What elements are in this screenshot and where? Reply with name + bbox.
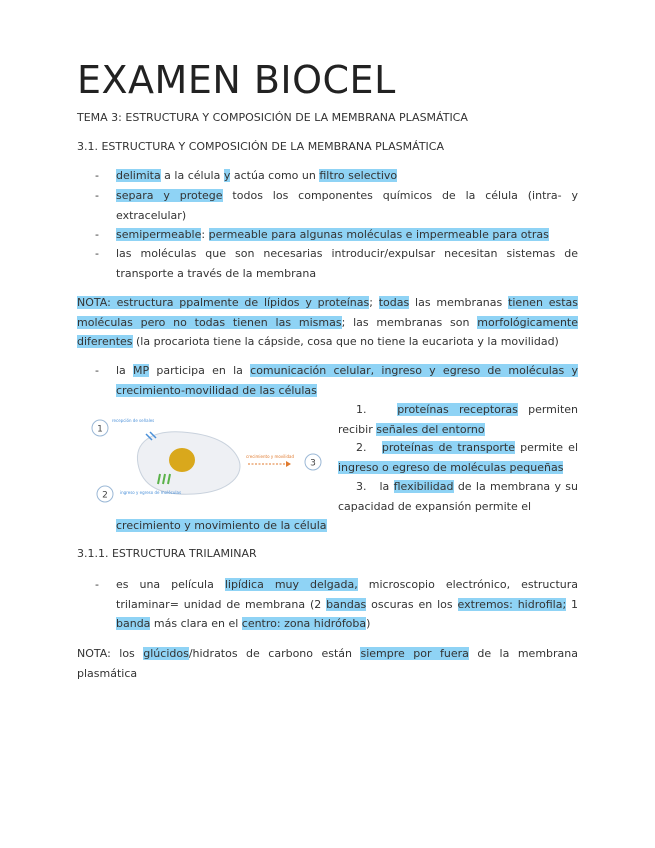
text-run: a la célula <box>160 169 224 182</box>
bullet-dash: - <box>95 364 99 377</box>
note-paragraph-2 <box>77 644 578 683</box>
growth-arrowhead <box>286 461 291 467</box>
numbered-item-3-continuation <box>116 516 327 536</box>
tema-heading: TEMA 3: ESTRUCTURA Y COMPOSICIÓN DE LA MEMBRANA PLASMÁTICA <box>77 111 468 124</box>
highlight: permeable para algunas moléculas e impermeable para otras <box>208 228 549 241</box>
tiny-label-transport: ingreso y egreso de moléculas <box>120 490 182 495</box>
text-run: ) <box>366 617 371 630</box>
bullet-text <box>116 225 578 245</box>
highlight: flexibilidad <box>393 480 454 493</box>
highlight: banda <box>116 617 151 630</box>
text-run: la <box>116 364 134 377</box>
section-heading-3-1: 3.1. ESTRUCTURA Y COMPOSICIÓN DE LA MEMBRANA PLASMÁTICA <box>77 140 444 153</box>
text-run: NOTA: los <box>77 647 144 660</box>
highlight: extremos: hidrofila; <box>457 597 567 611</box>
text-run: la <box>379 480 394 493</box>
item-number: 3. <box>356 480 367 493</box>
highlight: semipermeable <box>116 228 202 241</box>
highlight: ingreso o egreso de moléculas pequeñas <box>338 460 564 474</box>
item-number: 2. <box>356 441 367 454</box>
highlight: proteínas receptoras <box>397 403 518 416</box>
highlight: morfológicamente diferentes <box>77 315 578 348</box>
highlight: todas <box>378 296 410 309</box>
tiny-label-growth: crecimiento y movilidad <box>246 454 295 459</box>
text-run: actúa como un <box>230 169 320 182</box>
text-run: las membranas <box>409 296 509 309</box>
bullet-dash: - <box>95 189 99 202</box>
highlight: separa y protege <box>116 189 223 202</box>
highlight: delimita <box>116 169 161 182</box>
numbered-item-2 <box>338 438 578 477</box>
text-run: oscuras en los <box>366 597 458 611</box>
text-run: (la procariota tiene la cápside, cosa que no tiene la eucariota y la movilidad) <box>132 335 559 348</box>
bullet-moleculas <box>77 244 578 283</box>
bullet-semipermeable <box>77 225 578 245</box>
highlight: y <box>223 169 231 182</box>
bullet-text: las moléculas que son necesarias introducir/expulsar necesitan sistemas de transporte a través de la membrana <box>116 247 578 280</box>
numbered-item-3 <box>338 477 578 516</box>
text-run: ; <box>369 296 379 309</box>
tiny-label-signal: recepción de señales <box>112 418 155 423</box>
highlight: glúcidos <box>143 647 189 660</box>
bullet-pelicula <box>77 575 578 634</box>
highlight: comunicación celular, ingreso y egreso de moléculas y crecimiento-movilidad de las células <box>116 364 579 397</box>
bullet-text <box>116 361 578 400</box>
bullet-dash: - <box>95 169 99 182</box>
text-run: ; las membranas son <box>341 315 478 329</box>
bullet-separa <box>77 186 578 225</box>
text-run: de la membrana plasmática <box>77 647 578 680</box>
note-paragraph-1 <box>77 293 578 352</box>
bullet-dash: - <box>95 578 99 591</box>
text-run: : <box>201 228 209 241</box>
highlight: proteínas de transporte <box>381 441 516 454</box>
highlight: bandas <box>326 597 367 611</box>
label-3: 3 <box>310 458 316 469</box>
text-run: permiten recibir <box>338 403 579 436</box>
highlight: centro: zona hidrófoba <box>241 617 367 630</box>
label-1: 1 <box>97 424 103 435</box>
highlight: señales del entorno <box>376 422 485 436</box>
text-run: más clara en el <box>150 617 242 630</box>
text-run: 1 <box>566 597 579 611</box>
text-run: de la membrana y su capacidad de expansión permite el <box>338 480 579 513</box>
text-run: participa en la <box>149 364 251 377</box>
cell-membrane-diagram <box>90 412 330 512</box>
bullet-text <box>116 186 578 225</box>
highlight: MP <box>133 364 150 377</box>
text-run: microscopio electrónico, estructura trilaminar= unidad de membrana (2 <box>116 578 578 611</box>
bullet-mp-participa <box>77 361 578 400</box>
highlight: tienen estas moléculas pero no todas tienen las mismas <box>77 296 578 329</box>
page-title: EXAMEN BIOCEL <box>77 58 396 102</box>
text-run: todos los componentes químicos de la célula (intra- y extracelular) <box>116 189 578 222</box>
bullet-dash: - <box>95 228 99 241</box>
text-run: /hidratos de carbono están <box>188 647 361 660</box>
highlight: lipídica muy delgada, <box>224 578 358 591</box>
item-number: 1. <box>356 403 367 416</box>
bullet-text <box>116 575 578 634</box>
highlight: crecimiento y movimiento de la célula <box>116 519 327 532</box>
text-run: es una película <box>116 578 225 591</box>
bullet-text <box>116 166 578 186</box>
numbered-item-1 <box>338 400 578 439</box>
bullet-dash: - <box>95 247 99 260</box>
highlight: filtro selectivo <box>319 169 398 182</box>
bullet-delimita <box>77 166 578 186</box>
text-run: permite el <box>515 441 579 454</box>
cell-nucleus <box>169 448 195 472</box>
label-2: 2 <box>102 490 108 501</box>
highlight: siempre por fuera <box>360 647 469 660</box>
section-heading-3-1-1: 3.1.1. ESTRUCTURA TRILAMINAR <box>77 547 257 560</box>
highlight: NOTA: estructura ppalmente de lípidos y proteínas <box>77 296 370 309</box>
